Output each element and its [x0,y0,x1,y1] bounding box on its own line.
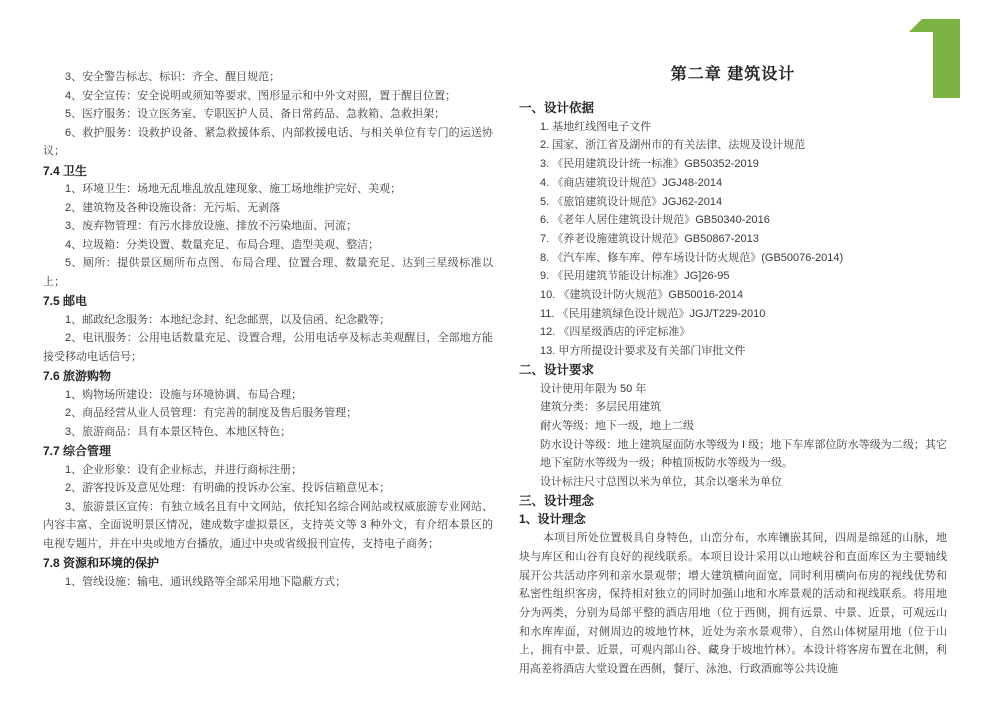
list-item: 11. 《民用建筑绿色设计规范》JGJ/T229-2010 [540,307,766,320]
list-item: 3、安全警告标志、标识：齐全、醒目规范； [65,71,281,83]
subsection-heading: 1、设计理念 [519,512,586,527]
list-item: 防水设计等级：地上建筑屋面防水等级为 I 级；地下车库部位防水等级为二级；其它地下室防水等级为一级；种植顶板防水等级为一级。 [540,438,947,470]
list-item: 4、垃圾箱：分类设置、数量充足、布局合理、造型美观、整洁； [65,238,380,251]
list-item: 12. 《四星级酒店的评定标准》 [540,326,691,339]
section-heading: 7.5 邮电 [43,294,88,308]
list-item: 5. 《旅馆建筑设计规范》JGJ62-2014 [540,195,723,208]
list-item: 6、救护服务：设救护设备、紧急救援体系、内部救援电话、与相关单位有专门的运送协议； [43,126,493,157]
list-item: 1、购物场所建设：设施与环境协调、布局合理； [65,388,303,401]
list-item: 2、商品经营从业人员管理：有完善的制度及售后服务管理； [65,407,358,419]
list-item: 3. 《民用建筑设计统一标准》GB50352-2019 [540,158,759,171]
list-item: 3、旅游景区宣传：有独立域名且有中文网站，依托知名综合网站或权威旅游专业网站、内容丰富、全面说明景区情况，建成数字虚拟景区，支持英文等 3 种外文，有介绍本景区的电视专题片，并在中央或地方台播放，通过中央或省级报刊宣传，支持电子商务； [43,500,493,550]
list-item: 2、游客投诉及意见处理：有明确的投诉办公室、投诉信箱意见本； [65,482,391,494]
list-item: 10. 《建筑设计防火规范》GB50016-2014 [540,289,743,302]
list-item: 3、废弃物管理：有污水排放设施、排放不污染地面、河流； [65,220,358,232]
list-item: 2、电讯服务：公用电话数量充足、设置合理，公用电话亭及标志美观醒目，全部地方能接受移动电话信号； [43,332,493,363]
list-item: 4. 《商店建筑设计规范》JGJ48-2014 [540,176,723,189]
list-item: 建筑分类：多层民用建筑 [540,401,661,414]
list-item: 1、管线设施：输电、通讯线路等全部采用地下隐蔽方式； [65,575,347,588]
list-item: 1、环境卫生：场地无乱堆乱放乱建现象、施工场地维护完好、美观； [65,183,402,195]
list-item: 1. 基地红线图电子文件 [540,120,652,133]
section-heading: 7.7 综合管理 [43,444,112,458]
list-item: 4、安全宣传：安全说明或须知等要求、图形显示和中外文对照，置于醒目位置； [65,89,457,102]
section-heading: 7.4 卫生 [43,163,88,178]
list-item: 1、企业形象：设有企业标志，并进行商标注册； [65,463,303,476]
list-item: 1、邮政纪念服务：本地纪念封、纪念邮票，以及信函、纪念戳等； [65,313,391,326]
list-item: 2. 国家、浙江省及湖州市的有关法律、法规及设计规范 [540,139,806,152]
list-item: 7. 《养老设施建筑设计规范》GB50867-2013 [540,232,759,245]
list-item: 8. 《汽车库、修车库、停车场设计防火规范》(GB50076-2014) [540,251,844,264]
list-item: 2、建筑物及各种设施设备：无污垢、无剥落 [65,201,281,214]
section-heading: 7.6 旅游购物 [43,369,112,383]
list-item: 13. 甲方所提设计要求及有关部门审批文件 [540,345,746,358]
list-item: 6. 《老年人居住建筑设计规范》GB50340-2016 [540,214,770,227]
chapter-title: 第二章 建筑设计 [670,66,796,83]
left-column [43,68,493,591]
list-item: 3、旅游商品：具有本景区特色、本地区特色； [65,425,292,438]
list-item: 5、厕所：提供景区厕所布点图、布局合理、位置合理、数量充足、达到三星级标准以上； [43,257,493,288]
list-item: 9. 《民用建筑节能设计标准》JG]26-95 [540,270,730,283]
body-paragraph: 本项目所处位置极具自身特色，山峦分布，水库镶嵌其间，四周是绵延的山脉，地块与库区和山谷有良好的视线联系。本项目设计采用以山地峡谷和直面库区为主要轴线展开公共活动序列和亲水景观带；增大建筑横向面宽，同时利用横向布房的视线优势和私密性组织客房，保持相对独立的同时加强山地和水库景观的活动和视线联系。将用地分为两类，分别为局部平整的酒店用地（位于西侧，拥有远景、中景、近景，可观远山和水库库面，对侧周边的坡地竹林，近处为亲水景观带）、自然山体树屋用地（位于山上，拥有中景、近景，可观内部山谷、藏身于坡地竹林）。本设计将客房布置在北侧，利用高差将酒店大堂设置在西侧，餐厅、泳池、行政酒廊等公共设施 [519,532,947,676]
chapter-sections [519,99,947,679]
section-heading: 一、设计依据 [519,101,595,115]
list-item: 设计标注尺寸总图以米为单位，其余以毫米为单位 [540,476,782,489]
section-heading: 三、设计理念 [519,493,595,508]
list-item: 设计使用年限为 50 年 [540,382,647,395]
section-heading: 7.8 资源和环境的保护 [43,556,160,570]
section-heading: 二、设计要求 [519,362,595,377]
right-column [519,64,947,679]
list-item: 5、医疗服务：设立医务室、专职医护人员、备日常药品、急救箱、急救担架； [65,108,446,120]
list-item: 耐火等级：地下一级，地上二级 [540,419,694,432]
